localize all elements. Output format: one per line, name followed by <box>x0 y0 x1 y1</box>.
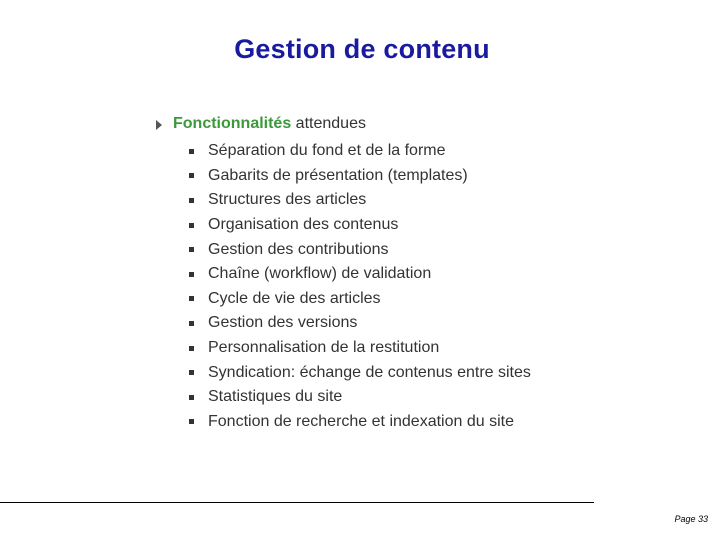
square-bullet-icon <box>189 149 194 154</box>
list-item <box>189 237 531 262</box>
main-bullet <box>156 113 531 135</box>
footer-divider <box>0 502 594 503</box>
list-item-text: Chaîne (workflow) de validation <box>208 265 432 283</box>
list-item <box>189 385 531 410</box>
square-bullet-icon <box>189 370 194 375</box>
square-bullet-icon <box>189 198 194 203</box>
list-item <box>189 213 531 238</box>
list-item <box>189 188 531 213</box>
list-item <box>189 336 531 361</box>
list-item-text: Séparation du fond et de la forme <box>208 142 446 160</box>
square-bullet-icon <box>189 395 194 400</box>
square-bullet-icon <box>189 321 194 326</box>
main-bullet-text: attendues <box>291 115 366 132</box>
sub-bullet-list <box>156 139 531 434</box>
list-item-text: Fonction de recherche et indexation du site <box>208 412 514 430</box>
bullet-content <box>156 113 531 434</box>
list-item-text: Organisation des contenus <box>208 216 399 234</box>
square-bullet-icon <box>189 173 194 178</box>
list-item-text: Structures des articles <box>208 191 367 209</box>
square-bullet-icon <box>189 223 194 228</box>
square-bullet-icon <box>189 247 194 252</box>
list-item <box>189 164 531 189</box>
main-bullet-highlight: Fonctionnalités <box>173 115 292 132</box>
list-item-text: Gestion des versions <box>208 314 358 332</box>
list-item <box>189 139 531 164</box>
list-item <box>189 311 531 336</box>
square-bullet-icon <box>189 346 194 351</box>
list-item-text: Personnalisation de la restitution <box>208 339 440 357</box>
list-item <box>189 287 531 312</box>
list-item-text: Gestion des contributions <box>208 240 389 258</box>
list-item <box>189 262 531 287</box>
triangle-arrow-icon <box>156 120 162 130</box>
list-item-text: Syndication: échange de contenus entre sites <box>208 363 531 381</box>
list-item <box>189 410 531 435</box>
list-item-text: Cycle de vie des articles <box>208 289 381 307</box>
square-bullet-icon <box>189 272 194 277</box>
square-bullet-icon <box>189 419 194 424</box>
page-number: Page 33 <box>674 514 708 524</box>
square-bullet-icon <box>189 296 194 301</box>
list-item-text: Statistiques du site <box>208 388 343 406</box>
list-item <box>189 360 531 385</box>
slide-title: Gestion de contenu <box>234 34 490 64</box>
list-item-text: Gabarits de présentation (templates) <box>208 166 468 184</box>
